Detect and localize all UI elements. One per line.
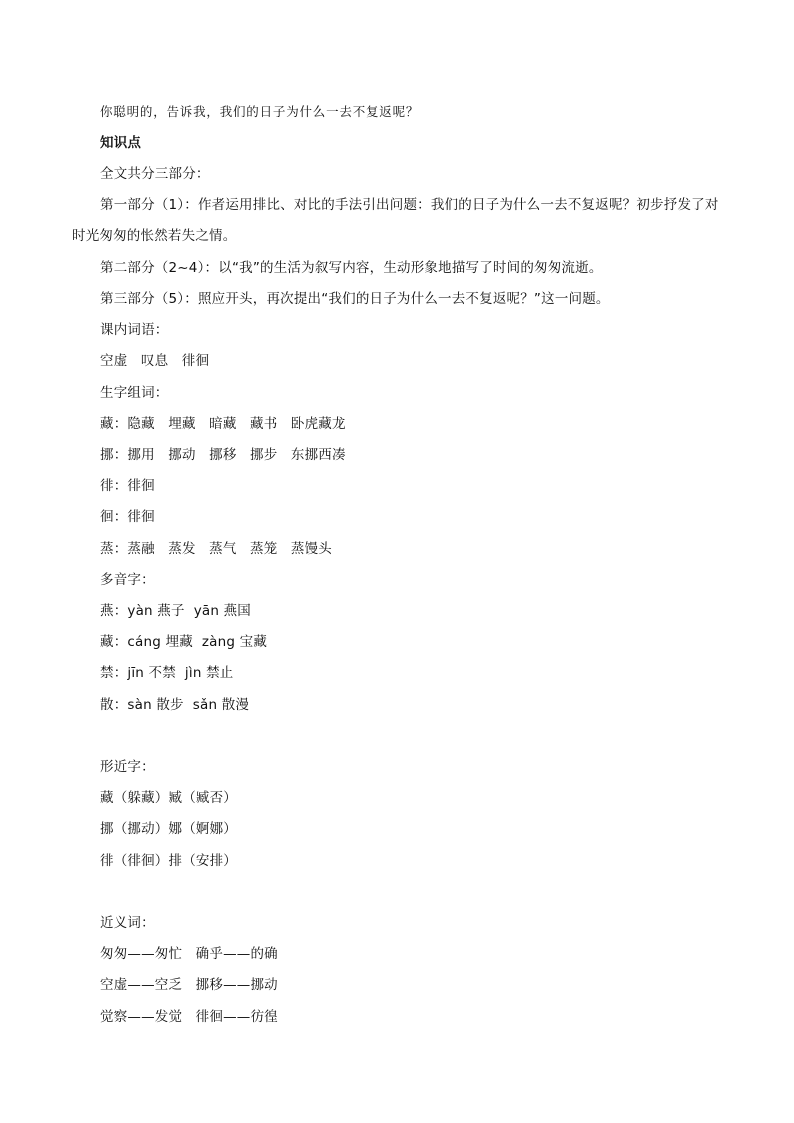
structure-part-1: 第一部分（1）：作者运用排比、对比的手法引出问题：我们的日子为什么一去不复返呢？初步抒发了对时光匆匆的怅然若失之情。 bbox=[72, 197, 719, 244]
polyphones-heading: 多音字： bbox=[100, 572, 155, 588]
vocab-heading: 课内词语： bbox=[100, 322, 169, 338]
char-words-item: 徘：徘徊 bbox=[100, 478, 155, 494]
polyphone-item: 藏：cáng 埋藏 zàng 宝藏 bbox=[100, 634, 268, 650]
structure-intro: 全文共分三部分： bbox=[100, 166, 210, 182]
synonym-item: 空虚——空乏 挪移——挪动 bbox=[100, 977, 278, 993]
char-words-heading: 生字组词： bbox=[100, 385, 169, 401]
similar-chars-item: 藏（躲藏）臧（臧否） bbox=[100, 790, 237, 806]
structure-part-3: 第三部分（5）：照应开头，再次提出“我们的日子为什么一去不复返呢？”这一问题。 bbox=[100, 291, 610, 307]
char-words-item: 挪：挪用 挪动 挪移 挪步 东挪西凑 bbox=[100, 447, 346, 463]
structure-part-2: 第二部分（2~4）：以“我”的生活为叙写内容，生动形象地描写了时间的匆匆流逝。 bbox=[100, 260, 603, 276]
synonym-item: 匆匆——匆忙 确乎——的确 bbox=[100, 946, 278, 962]
similar-chars-heading: 形近字： bbox=[100, 759, 155, 775]
char-words-item: 藏：隐藏 埋藏 暗藏 藏书 卧虎藏龙 bbox=[100, 416, 346, 432]
char-words-item: 蒸：蒸融 蒸发 蒸气 蒸笼 蒸馒头 bbox=[100, 541, 332, 557]
similar-chars-item: 徘（徘徊）排（安排） bbox=[100, 853, 237, 869]
vocab-words: 空虚 叹息 徘徊 bbox=[100, 353, 210, 369]
synonyms-heading: 近义词： bbox=[100, 915, 155, 931]
polyphone-item: 燕：yàn 燕子 yān 燕国 bbox=[100, 603, 252, 619]
knowledge-heading: 知识点 bbox=[100, 135, 142, 151]
char-words-item: 徊：徘徊 bbox=[100, 509, 155, 525]
synonym-item: 觉察——发觉 徘徊——彷徨 bbox=[100, 1009, 278, 1025]
polyphone-item: 禁：jīn 不禁 jìn 禁止 bbox=[100, 665, 234, 681]
intro-quote-line: 你聪明的，告诉我，我们的日子为什么一去不复返呢？ bbox=[100, 104, 420, 119]
polyphone-item: 散：sàn 散步 sǎn 散漫 bbox=[100, 697, 250, 713]
similar-chars-item: 挪（挪动）娜（婀娜） bbox=[100, 821, 237, 837]
